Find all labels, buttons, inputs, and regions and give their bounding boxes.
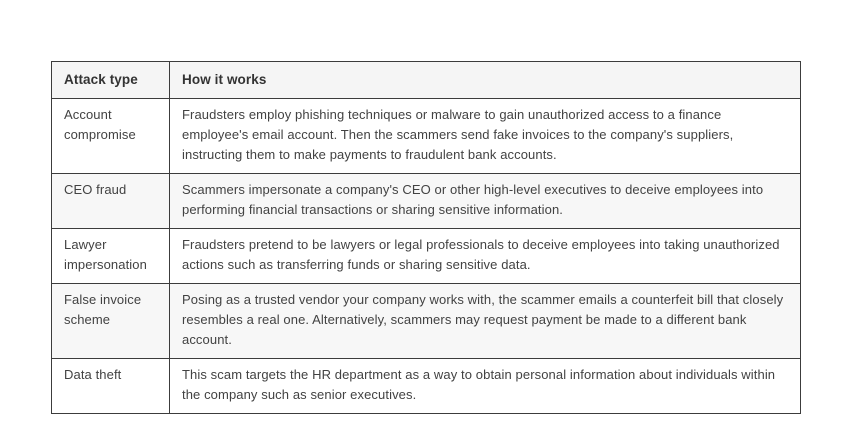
attack-type-cell: Data theft — [52, 359, 170, 414]
attack-type-cell: CEO fraud — [52, 174, 170, 229]
how-it-works-cell: This scam targets the HR department as a way to obtain personal information about individuals within the company such as senior executives. — [170, 359, 801, 414]
attack-types-table-container — [51, 61, 801, 414]
how-it-works-cell: Scammers impersonate a company's CEO or other high-level executives to deceive employees into performing financial transactions or sharing sensitive information. — [170, 174, 801, 229]
table-row — [52, 229, 801, 284]
how-it-works-cell: Posing as a trusted vendor your company works with, the scammer emails a counterfeit bill that closely resembles a real one. Alternatively, scammers may request payment be made to a different bank account. — [170, 284, 801, 359]
table-header-row — [52, 62, 801, 99]
how-it-works-cell: Fraudsters employ phishing techniques or malware to gain unauthorized access to a finance employee's email account. Then the scammers send fake invoices to the company's suppliers, instructing them to make payments to fraudulent bank accounts. — [170, 99, 801, 174]
table-row — [52, 174, 801, 229]
attack-type-cell: False invoice scheme — [52, 284, 170, 359]
table-row — [52, 284, 801, 359]
table-row — [52, 359, 801, 414]
table-row — [52, 99, 801, 174]
attack-type-cell: Account compromise — [52, 99, 170, 174]
attack-types-table — [51, 61, 801, 414]
column-header-attack-type: Attack type — [52, 62, 170, 99]
how-it-works-cell: Fraudsters pretend to be lawyers or legal professionals to deceive employees into taking unauthorized actions such as transferring funds or sharing sensitive data. — [170, 229, 801, 284]
column-header-how-it-works: How it works — [170, 62, 801, 99]
attack-type-cell: Lawyer impersonation — [52, 229, 170, 284]
